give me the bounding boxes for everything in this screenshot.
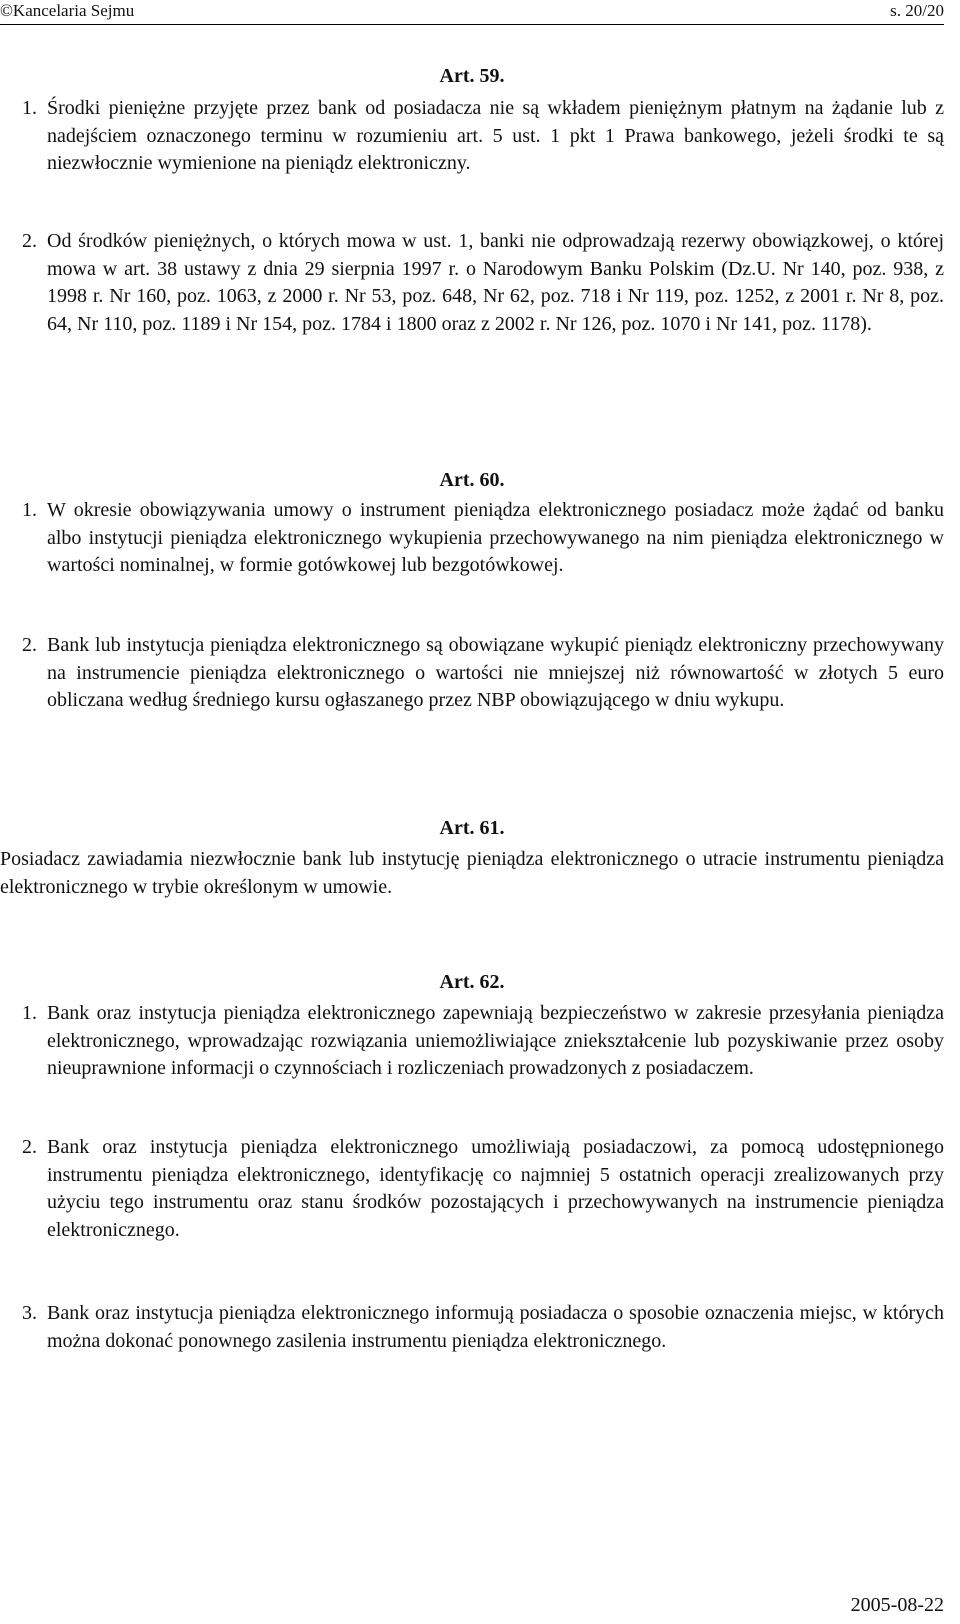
paragraph-number: 1. [22, 97, 37, 119]
paragraph-number: 2. [22, 634, 37, 656]
paragraph-text: Środki pieniężne przyjęte przez bank od posiadacza nie są wkładem pieniężnym płatnym na żądanie lub z nadejściem oznaczonego terminu w rozumieniu art. 5 ust. 1 pkt 1 Prawa bankowego, jeżeli środki te są niezwłocznie wymienione na pieniądz elektroniczny. [47, 97, 944, 174]
paragraph-number: 2. [22, 230, 37, 252]
paragraph-text: W okresie obowiązywania umowy o instrument pieniądza elektronicznego posiadacz może żądać od banku albo instytucji pieniądza elektronicznego wykupienia przechowywanego na nim pieniądza elektronicznego w wartości nominalnej, w formie gotówkowej lub bezgotówkowej. [47, 499, 944, 576]
art-62-paragraph-3 [22, 1300, 944, 1355]
publisher-label: ©Kancelaria Sejmu [0, 1, 135, 20]
paragraph-text: Bank lub instytucja pieniądza elektronicznego są obowiązane wykupić pieniądz elektroniczny przechowywany na instrumencie pieniądza elektronicznego o wartości nie mniejszej niż równowartość w złotych 5 euro obliczana według średniego kursu ogłaszanego przez NBP obowiązującego w dniu wykupu. [47, 634, 944, 711]
paragraph-number: 3. [22, 1302, 37, 1324]
art-59-heading: Art. 59. [439, 65, 505, 87]
art-59-paragraph-1 [22, 95, 944, 178]
paragraph-number: 1. [22, 1002, 37, 1024]
paragraph-number: 2. [22, 1136, 37, 1158]
art-61-heading: Art. 61. [439, 817, 505, 839]
page-header [0, 0, 944, 25]
art-60-paragraph-2 [22, 632, 944, 715]
document-date: 2005-08-22 [850, 1594, 944, 1616]
art-62-heading: Art. 62. [439, 971, 505, 993]
paragraph-text: Bank oraz instytucja pieniądza elektronicznego zapewniają bezpieczeństwo w zakresie przesyłania pieniądza elektronicznego, wprowadzając rozwiązania uniemożliwiające zniekształcenie lub pozyskiwanie przez osoby nieuprawnione informacji o czynnościach i rozliczeniach prowadzonych z posiadaczem. [47, 1002, 944, 1079]
paragraph-number: 1. [22, 499, 37, 521]
art-62-paragraph-1 [22, 1000, 944, 1083]
art-59-paragraph-2 [22, 228, 944, 338]
paragraph-text: Bank oraz instytucja pieniądza elektronicznego informują posiadacza o sposobie oznaczenia miejsc, w których można dokonać ponownego zasilenia instrumentu pieniądza elektronicznego. [47, 1302, 944, 1352]
art-62-paragraph-2 [22, 1134, 944, 1244]
art-60-heading: Art. 60. [439, 469, 505, 491]
page-number: s. 20/20 [890, 1, 944, 20]
paragraph-text: Bank oraz instytucja pieniądza elektronicznego umożliwiają posiadaczowi, za pomocą udostępnionego instrumentu pieniądza elektronicznego, identyfikację co najmniej 5 ostatnich operacji zrealizowanych przy użyciu tego instrumentu oraz stanu środków pozostających i przechowywanych na instrumencie pieniądza elektronicznego. [47, 1136, 944, 1241]
paragraph-text: Od środków pieniężnych, o których mowa w ust. 1, banki nie odprowadzają rezerwy obowiązkowej, o której mowa w art. 38 ustawy z dnia 29 sierpnia 1997 r. o Narodowym Banku Polskim (Dz.U. Nr 140, poz. 938, z 1998 r. Nr 160, poz. 1063, z 2000 r. Nr 53, poz. 648, Nr 62, poz. 718 i Nr 119, poz. 1252, z 2001 r. Nr 8, poz. 64, Nr 110, poz. 1189 i Nr 154, poz. 1784 i 1800 oraz z 2002 r. Nr 126, poz. 1070 i Nr 141, poz. 1178). [47, 230, 944, 335]
art-61-text: Posiadacz zawiadamia niezwłocznie bank lub instytucję pieniądza elektronicznego o utracie instrumentu pieniądza elektronicznego w trybie określonym w umowie. [0, 848, 944, 898]
art-60-paragraph-1 [22, 497, 944, 580]
